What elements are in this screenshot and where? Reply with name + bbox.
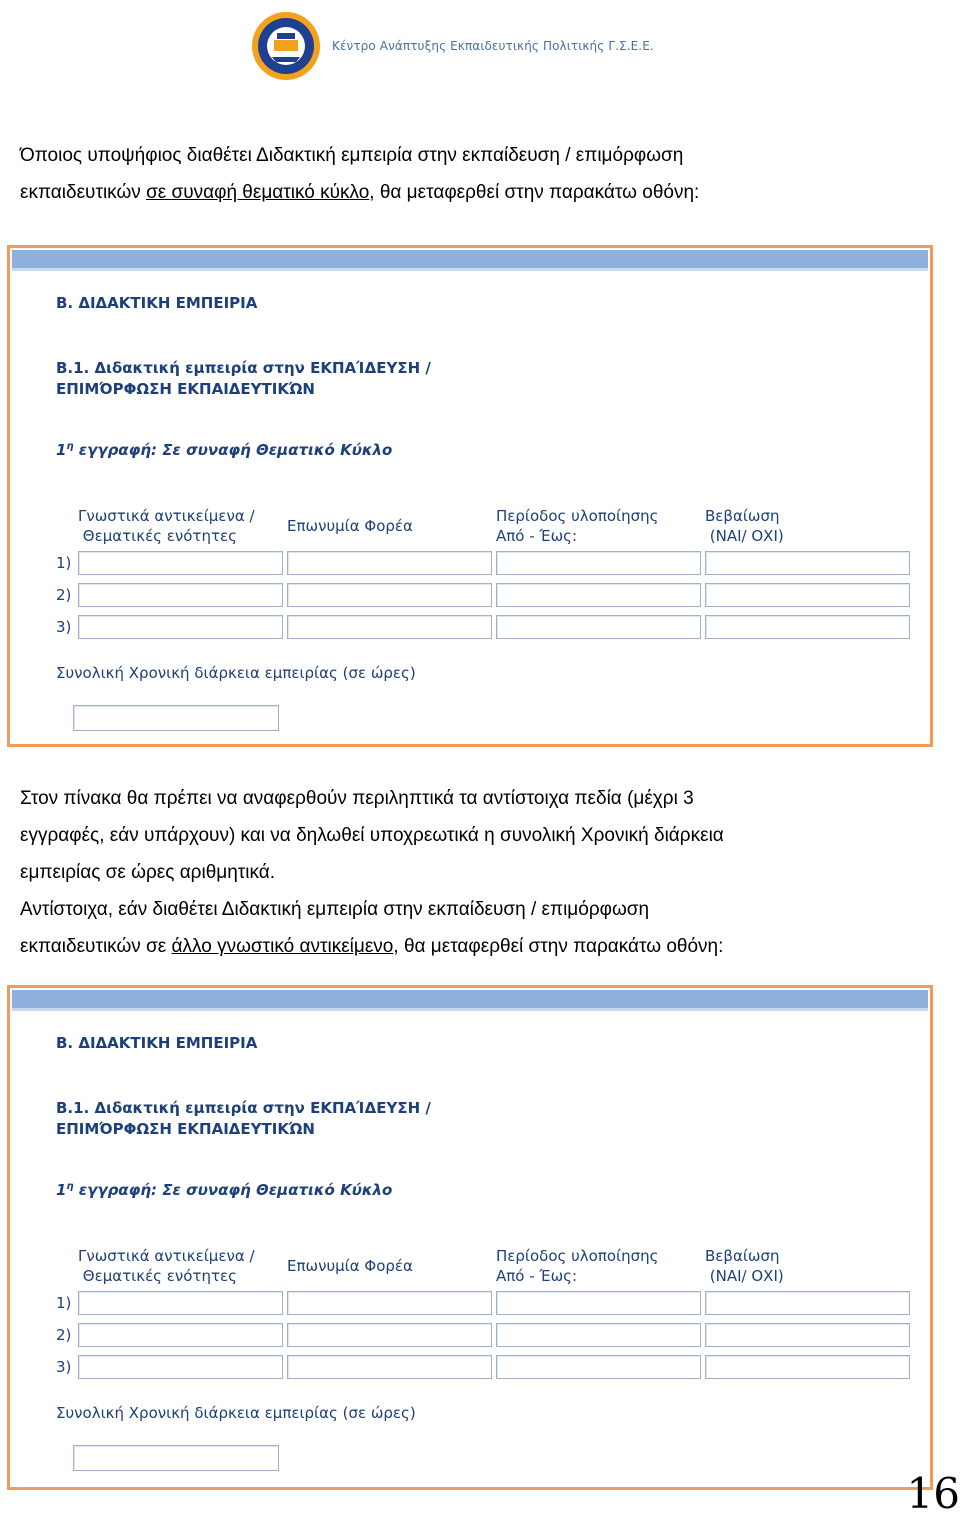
column-header-period-line2: Από - Έως: [496, 527, 578, 545]
organization-name: Κέντρο Ανάπτυξης Εκπαιδευτικής Πολιτικής Γ.Σ.Ε.Ε. [332, 39, 654, 53]
form-screenshot-1 [7, 245, 933, 747]
certificate-input-2[interactable] [705, 583, 910, 607]
period-input-1[interactable] [496, 551, 701, 575]
middle-line-1: Στον πίνακα θα πρέπει να αναφερθούν περιληπτικά τα αντίστοιχα πεδία (μέχρι 3 [20, 788, 694, 809]
total-duration-label: Συνολική Χρονική διάρκεια εμπειρίας (σε ώρες) [56, 664, 416, 682]
organization-input-1[interactable] [287, 551, 492, 575]
column-header-certificate-line1: Βεβαίωση [705, 507, 780, 525]
subjects-input-2[interactable] [78, 583, 283, 607]
column-header-organization: Επωνυμία Φορέα [287, 517, 413, 535]
total-duration-input[interactable] [73, 705, 279, 731]
row-label-2: 2) [56, 1326, 72, 1344]
entry-superscript: η [66, 1181, 74, 1192]
entry-superscript: η [66, 441, 74, 452]
intro-line-2b: , θα μεταφερθεί στην παρακάτω οθόνη: [369, 182, 700, 203]
organization-input-2[interactable] [287, 583, 492, 607]
certificate-input-3[interactable] [705, 1355, 910, 1379]
entry-label: εγγραφή: Σε συναφή Θεματικό Κύκλο [73, 441, 393, 459]
column-header-certificate-line2: (ΝΑΙ/ ΟΧΙ) [709, 527, 784, 545]
subjects-input-1[interactable] [78, 551, 283, 575]
organization-input-2[interactable] [287, 1323, 492, 1347]
subjects-input-3[interactable] [78, 1355, 283, 1379]
page-number: 16 [906, 1469, 960, 1518]
certificate-input-2[interactable] [705, 1323, 910, 1347]
row-label-1: 1) [56, 554, 72, 572]
column-header-organization: Επωνυμία Φορέα [287, 1257, 413, 1275]
column-header-subjects-line2: Θεματικές ενότητες [82, 527, 237, 545]
column-header-period-line1: Περίοδος υλοποίησης [496, 507, 659, 525]
top-bar [12, 250, 928, 271]
column-header-period-line1: Περίοδος υλοποίησης [496, 1247, 659, 1265]
column-header-subjects-line1: Γνωστικά αντικείμενα / [78, 1247, 255, 1265]
period-input-2[interactable] [496, 1323, 701, 1347]
intro-line-2a: εκπαιδευτικών [20, 182, 147, 203]
middle-line-5a: εκπαιδευτικών σε [20, 936, 172, 957]
subsection-title: Β.1. Διδακτική εμπειρία στην ΕΚΠΑΊΔΕΥΣΗ / ΕΠΙΜΌΡΦΩΣΗ ΕΚΠΑΙΔΕΥΤΙΚΏΝ [56, 359, 431, 398]
column-header-subjects-line2: Θεματικές ενότητες [82, 1267, 237, 1285]
period-input-3[interactable] [496, 1355, 701, 1379]
header-logo [250, 6, 654, 86]
column-header-subjects-line1: Γνωστικά αντικείμενα / [78, 507, 255, 525]
column-header-certificate [705, 506, 784, 546]
subjects-input-2[interactable] [78, 1323, 283, 1347]
middle-paragraph [20, 780, 940, 965]
column-header-certificate-line1: Βεβαίωση [705, 1247, 780, 1265]
middle-line-4: Αντίστοιχα, εάν διαθέτει Διδακτική εμπειρία στην εκπαίδευση / επιμόρφωση [20, 899, 650, 920]
organization-input-3[interactable] [287, 1355, 492, 1379]
entry-title [56, 1181, 392, 1199]
organization-input-1[interactable] [287, 1291, 492, 1315]
column-header-certificate [705, 1246, 784, 1286]
total-duration-input[interactable] [73, 1445, 279, 1471]
subsection-title: Β.1. Διδακτική εμπειρία στην ΕΚΠΑΊΔΕΥΣΗ / ΕΠΙΜΌΡΦΩΣΗ ΕΚΠΑΙΔΕΥΤΙΚΏΝ [56, 1099, 431, 1138]
entry-number: 1 [56, 441, 67, 459]
column-header-period [496, 1246, 658, 1286]
total-duration-label: Συνολική Χρονική διάρκεια εμπειρίας (σε ώρες) [56, 1404, 416, 1422]
column-header-certificate-line2: (ΝΑΙ/ ΟΧΙ) [709, 1267, 784, 1285]
certificate-input-3[interactable] [705, 615, 910, 639]
column-header-subjects [78, 506, 255, 546]
subjects-input-3[interactable] [78, 615, 283, 639]
row-label-2: 2) [56, 586, 72, 604]
intro-underlined-phrase: σε συναφή θεματικό κύκλο [146, 182, 370, 203]
period-input-3[interactable] [496, 615, 701, 639]
middle-underlined-phrase: άλλο γνωστικό αντικείμενο [171, 936, 394, 957]
form-screenshot-2 [7, 985, 933, 1490]
intro-paragraph [20, 137, 940, 211]
column-header-period-line2: Από - Έως: [496, 1267, 578, 1285]
period-input-2[interactable] [496, 583, 701, 607]
middle-line-3: εμπειρίας σε ώρες αριθμητικά. [20, 862, 276, 883]
certificate-input-1[interactable] [705, 551, 910, 575]
middle-line-2: εγγραφές, εάν υπάρχουν) και να δηλωθεί υποχρεωτικά η συνολική Χρονική διάρκεια [20, 825, 724, 846]
row-label-1: 1) [56, 1294, 72, 1312]
organization-input-3[interactable] [287, 615, 492, 639]
kanep-gsee-seal-icon [250, 10, 322, 82]
row-label-3: 3) [56, 1358, 72, 1376]
entry-number: 1 [56, 1181, 67, 1199]
intro-line-1: Όποιος υποψήφιος διαθέτει Διδακτική εμπειρία στην εκπαίδευση / επιμόρφωση [20, 145, 684, 166]
middle-line-5b: , θα μεταφερθεί στην παρακάτω οθόνη: [393, 936, 724, 957]
section-title: Β. ΔΙΔΑΚΤΙΚΗ ΕΜΠΕΙΡΙΑ [56, 1034, 258, 1052]
certificate-input-1[interactable] [705, 1291, 910, 1315]
column-header-subjects [78, 1246, 255, 1286]
entry-title [56, 441, 392, 459]
top-bar [12, 990, 928, 1011]
subjects-input-1[interactable] [78, 1291, 283, 1315]
section-title: Β. ΔΙΔΑΚΤΙΚΗ ΕΜΠΕΙΡΙΑ [56, 294, 258, 312]
row-label-3: 3) [56, 618, 72, 636]
column-header-period [496, 506, 658, 546]
entry-label: εγγραφή: Σε συναφή Θεματικό Κύκλο [73, 1181, 393, 1199]
period-input-1[interactable] [496, 1291, 701, 1315]
